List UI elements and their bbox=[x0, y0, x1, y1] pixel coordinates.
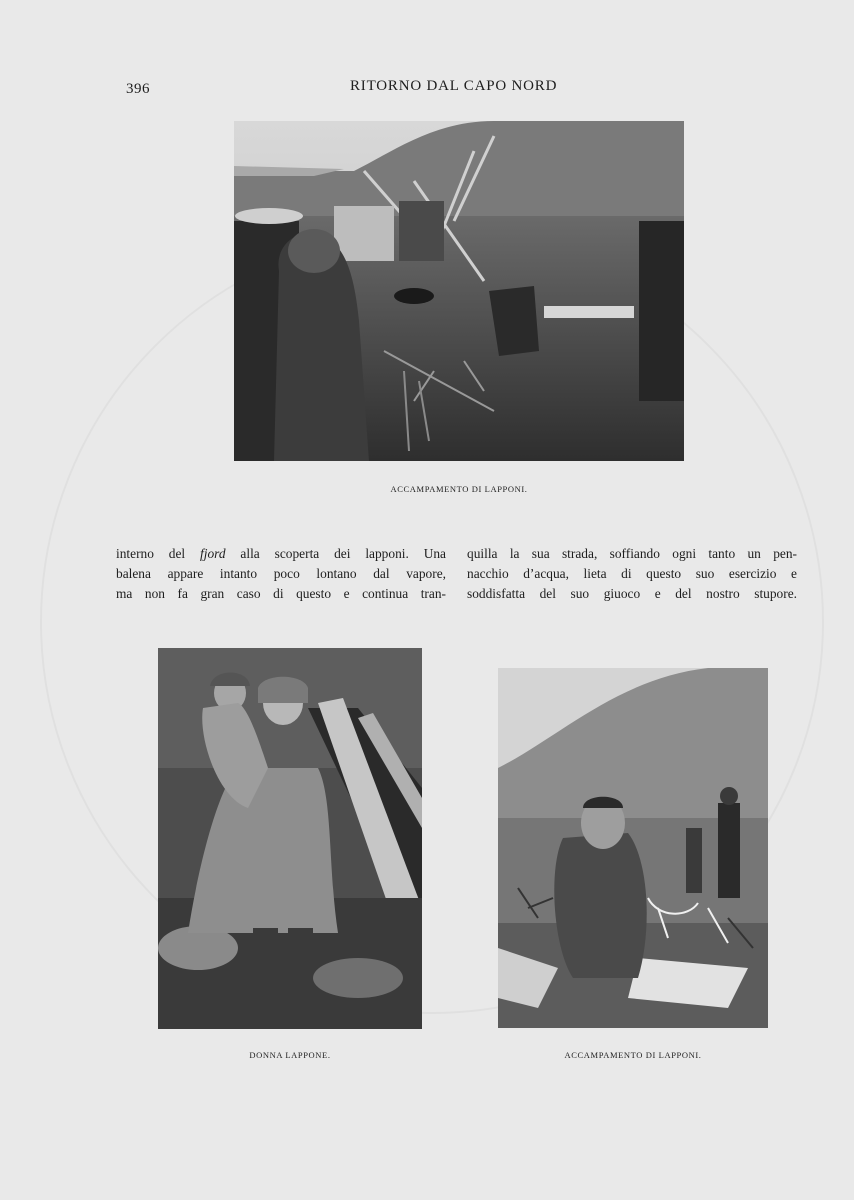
text-run: alla scoperta dei lapponi. Una bbox=[225, 546, 446, 561]
italic-word: fjord bbox=[200, 546, 226, 561]
page-number: 396 bbox=[126, 81, 150, 97]
page-header bbox=[0, 78, 854, 100]
text-line: ma non fa gran caso di questo e continua tran- bbox=[116, 586, 446, 601]
photo-lapp-woman bbox=[158, 648, 422, 1029]
caption-figure-1: ACCAMPAMENTO DI LAPPONI. bbox=[390, 484, 528, 494]
photo-lapp-camp bbox=[234, 121, 684, 461]
text-line bbox=[116, 544, 446, 564]
caption-figure-3: ACCAMPAMENTO DI LAPPONI. bbox=[564, 1050, 702, 1060]
photo-lapp-camp-2 bbox=[498, 668, 768, 1028]
text-run: interno del bbox=[116, 546, 201, 561]
caption-figure-2: DONNA LAPPONE. bbox=[249, 1050, 331, 1060]
text-line: soddisfatta del suo giuoco e del nostro stupore. bbox=[467, 586, 797, 601]
running-title: RITORNO DAL CAPO NORD bbox=[350, 78, 558, 94]
text-line: nacchio d’acqua, lieta di questo suo esercizio e bbox=[467, 566, 797, 581]
text-column-left bbox=[116, 544, 446, 604]
text-line: balena appare intanto poco lontano dal vapore, bbox=[116, 566, 446, 581]
text-column-right bbox=[467, 544, 797, 604]
text-line: quilla la sua strada, soffiando ogni tanto un pen- bbox=[467, 546, 797, 561]
